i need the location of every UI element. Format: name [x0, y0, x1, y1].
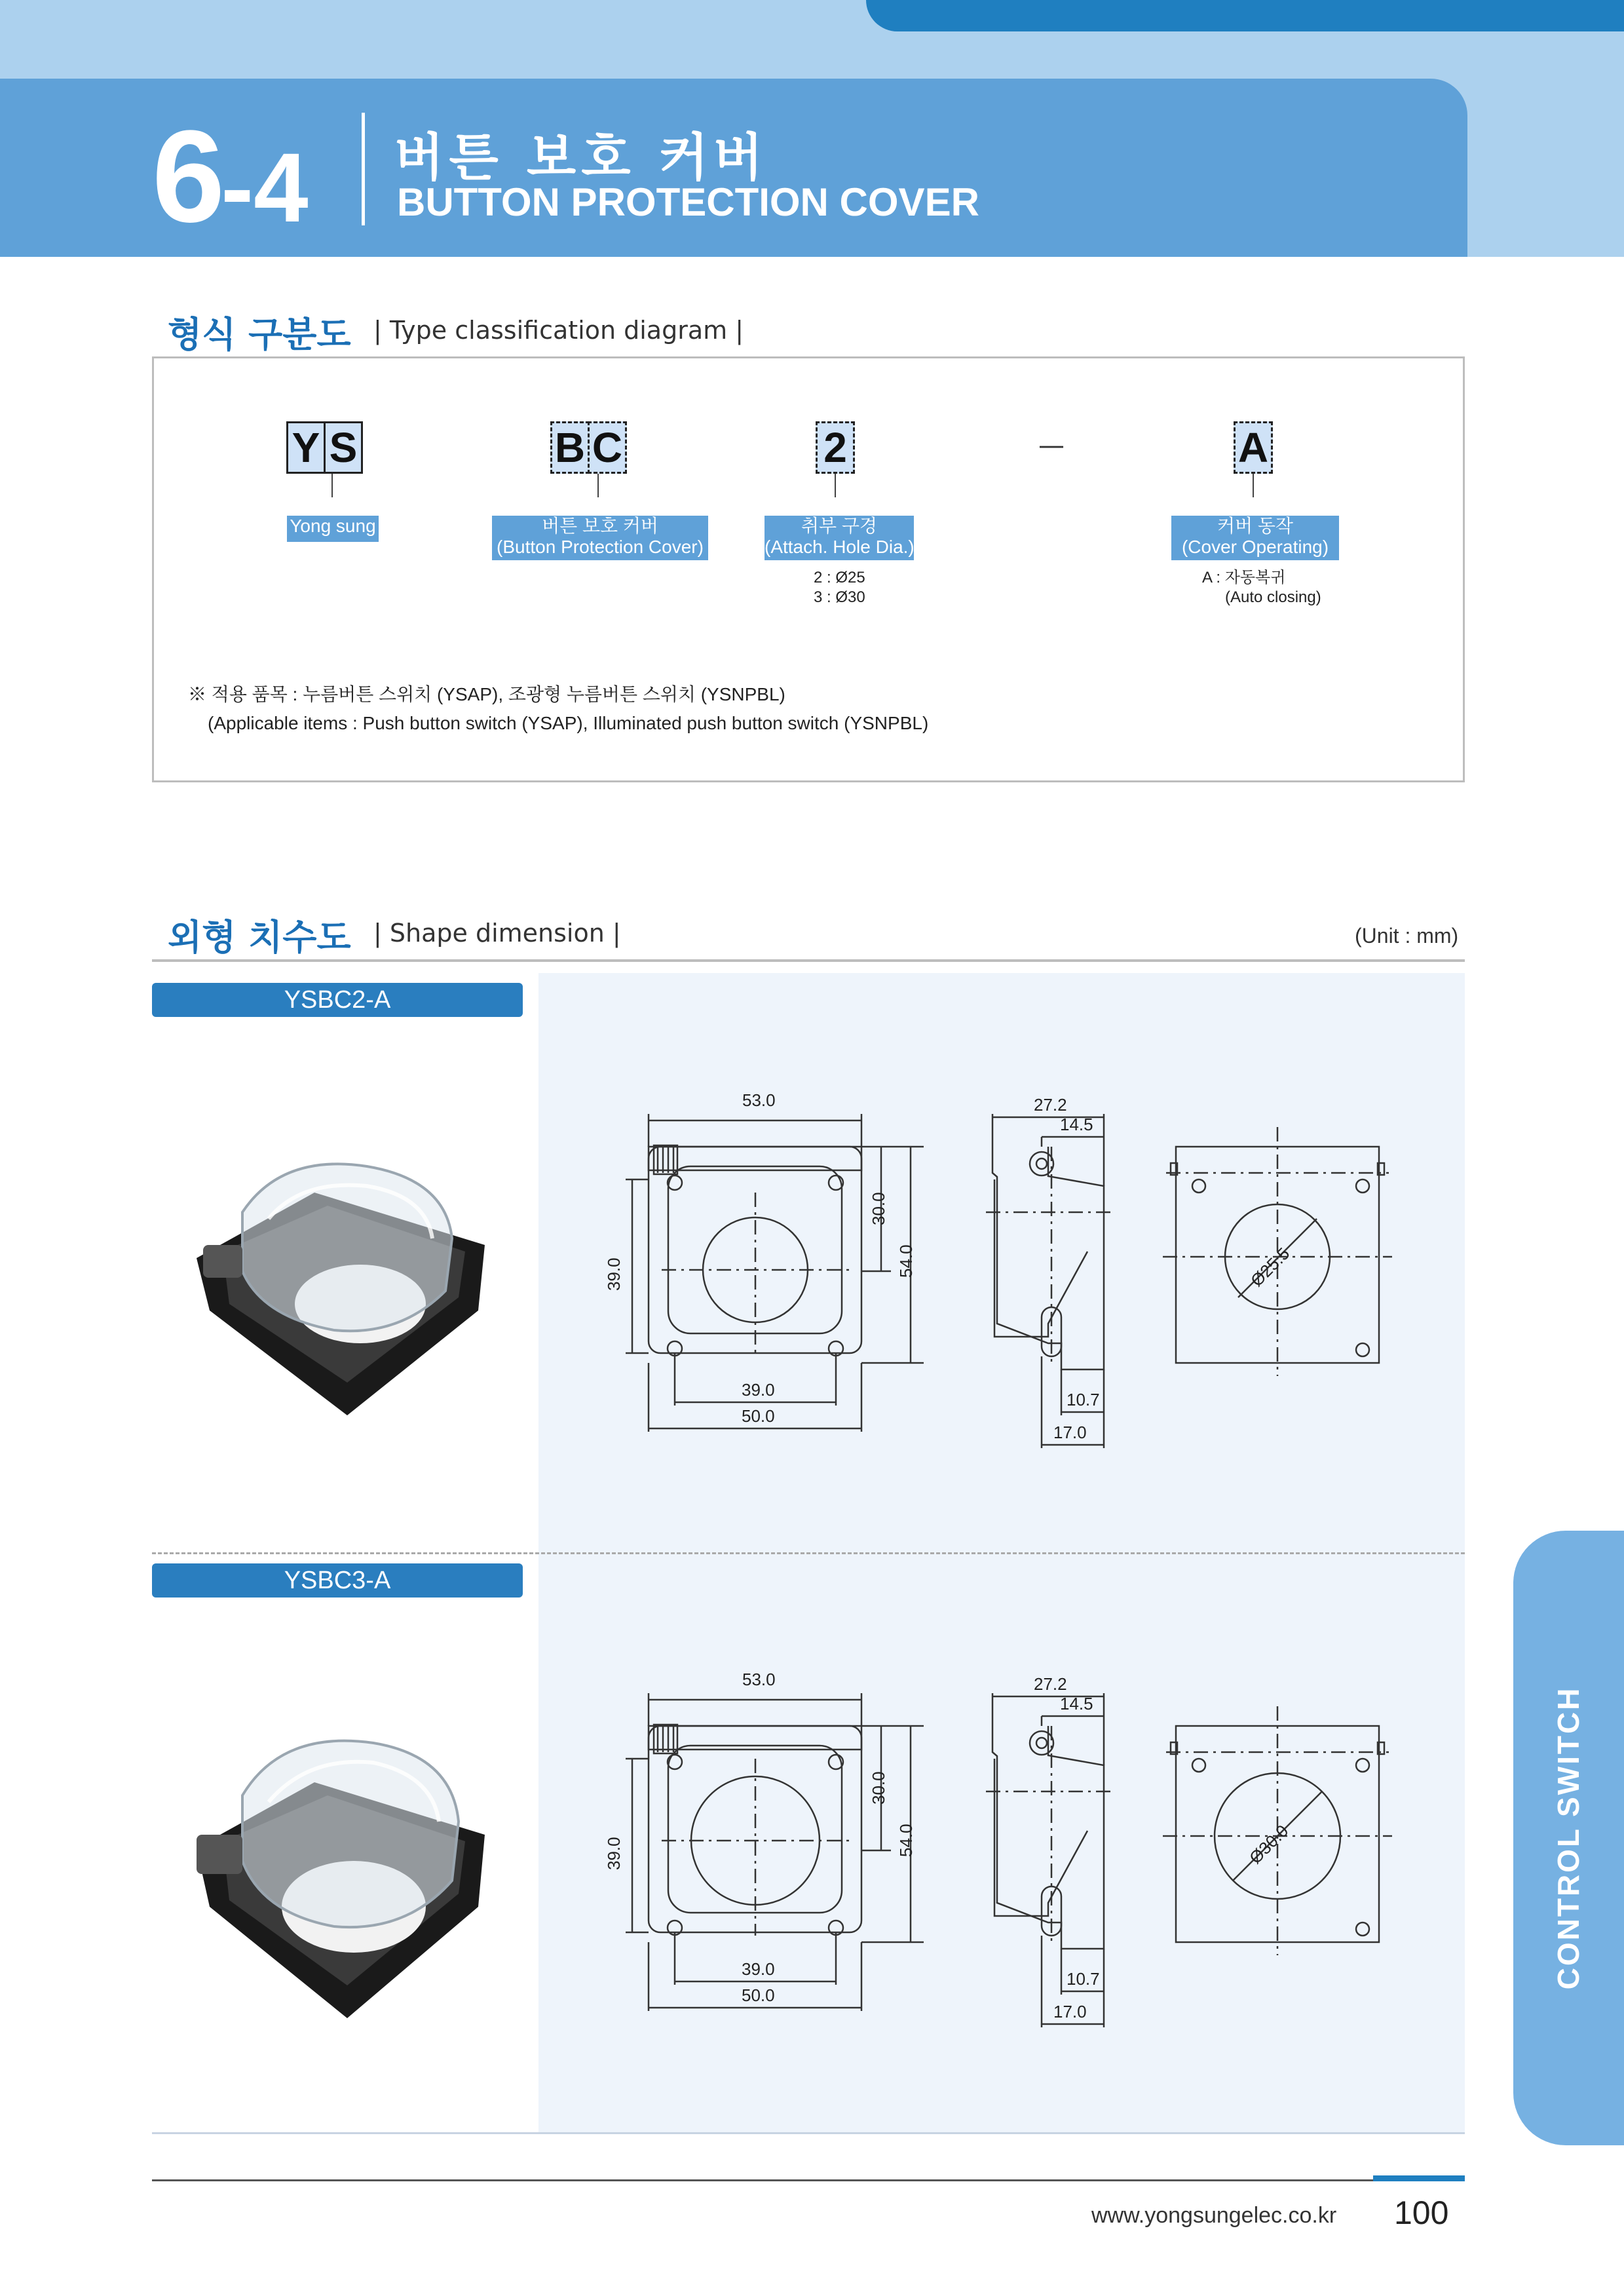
dimension-section-heading-english: | Shape dimension | — [373, 919, 621, 947]
cover-option-a: A : 자동복귀 — [1202, 569, 1286, 586]
unit-label: (Unit : mm) — [1355, 924, 1459, 947]
connector-line — [597, 474, 599, 497]
code-dash: — — [1038, 430, 1065, 461]
section-number-dash: - — [221, 132, 254, 242]
type-section-heading-korean: 형식 구분도 — [168, 314, 351, 355]
connector-line — [331, 474, 333, 497]
label-text: 버튼 보호 커버 — [542, 516, 658, 536]
label-text: (Button Protection Cover) — [497, 537, 704, 557]
section-number — [152, 104, 309, 250]
page-title-korean: 버튼 보호 커버 — [394, 128, 768, 187]
code-cell-b: B — [550, 421, 590, 474]
technical-drawing-ysbc2-a — [590, 1048, 1441, 1468]
dim-height-39: 39.0 — [604, 1257, 624, 1291]
dimension-section-heading-korean: 외형 치수도 — [168, 917, 351, 958]
label-text: (Cover Operating) — [1181, 537, 1329, 557]
type-classification-box — [152, 356, 1465, 782]
connector-line — [835, 474, 836, 497]
dimension-top-rule — [152, 959, 1465, 962]
dim-side-17: 17.0 — [1053, 1423, 1087, 1442]
applicable-items-note-english: (Applicable items : Push button switch (YSAP), Illuminated push button switch (YSNPBL) — [208, 713, 929, 733]
type-section-heading-english: | Type classification diagram | — [373, 316, 744, 345]
dim-hole-pitch-39: 39.0 — [742, 1959, 775, 1979]
applicable-items-note-korean: ※ 적용 품목 : 누름버튼 스위치 (YSAP), 조광형 누름버튼 스위치 (YSNPBL) — [188, 684, 785, 704]
footer-accent — [1373, 2175, 1465, 2181]
dim-height-54: 54.0 — [896, 1824, 916, 1857]
code-cell-y: Y — [286, 421, 326, 474]
model-label-ysbc2-a: YSBC2-A — [152, 983, 523, 1017]
page-title-english: BUTTON PROTECTION COVER — [397, 180, 979, 224]
label-text: (Attach. Hole Dia.) — [765, 537, 915, 557]
dim-diameter: Ø25.5 — [1247, 1243, 1294, 1291]
dim-side-10: 10.7 — [1067, 1969, 1100, 1989]
dim-side-14: 14.5 — [1060, 1694, 1093, 1713]
label-text: 취부 구경 — [801, 516, 877, 536]
dimension-bottom-rule — [152, 2132, 1465, 2134]
section-number-main: 6 — [152, 104, 221, 250]
technical-drawing-ysbc3-a — [590, 1628, 1441, 2047]
code-cell-a: A — [1234, 421, 1273, 474]
dim-height-30: 30.0 — [869, 1771, 888, 1805]
connector-line — [1253, 474, 1254, 497]
title-separator — [362, 113, 365, 225]
attach-option-30: 3 : Ø30 — [814, 588, 865, 606]
page-number: 100 — [1394, 2194, 1449, 2231]
product-photo-ysbc3-a — [183, 1717, 498, 2018]
model-separator — [152, 1552, 1465, 1554]
label-yong-sung: Yong sung — [287, 516, 379, 542]
product-photo-ysbc2-a — [183, 1140, 498, 1415]
cover-option-a-en: (Auto closing) — [1225, 588, 1321, 606]
footer-rule — [152, 2179, 1465, 2181]
code-cell-diameter: 2 — [816, 421, 855, 474]
label-text: 커버 동작 — [1217, 516, 1293, 536]
label-cover-operating — [1171, 516, 1339, 560]
dim-side-27: 27.2 — [1034, 1674, 1067, 1694]
header-accent-tab — [866, 0, 1624, 31]
dim-height-30: 30.0 — [869, 1192, 888, 1225]
dim-width-50: 50.0 — [742, 1406, 775, 1426]
code-cell-s: S — [324, 421, 363, 474]
footer-website: www.yongsungelec.co.kr — [1091, 2203, 1337, 2228]
dim-side-27: 27.2 — [1034, 1095, 1067, 1115]
dim-width-53: 53.0 — [742, 1670, 776, 1689]
code-cell-c: C — [588, 421, 627, 474]
section-number-sub: 4 — [254, 132, 309, 242]
side-category-label: CONTROL SWITCH — [1551, 1686, 1585, 1990]
dim-side-14: 14.5 — [1060, 1115, 1093, 1134]
dim-side-17: 17.0 — [1053, 2002, 1087, 2021]
label-button-protection-cover — [492, 516, 708, 560]
dim-diameter: Ø30.0 — [1245, 1820, 1293, 1868]
model-label-ysbc3-a: YSBC3-A — [152, 1563, 523, 1598]
attach-option-25: 2 : Ø25 — [814, 569, 865, 586]
dim-height-39: 39.0 — [604, 1837, 624, 1870]
dim-hole-pitch-39: 39.0 — [742, 1380, 775, 1400]
dim-height-54: 54.0 — [896, 1244, 916, 1278]
dim-width-53: 53.0 — [742, 1090, 776, 1110]
dim-side-10: 10.7 — [1067, 1390, 1100, 1409]
label-attach-hole-dia — [765, 516, 914, 560]
dim-width-50: 50.0 — [742, 1985, 775, 2005]
